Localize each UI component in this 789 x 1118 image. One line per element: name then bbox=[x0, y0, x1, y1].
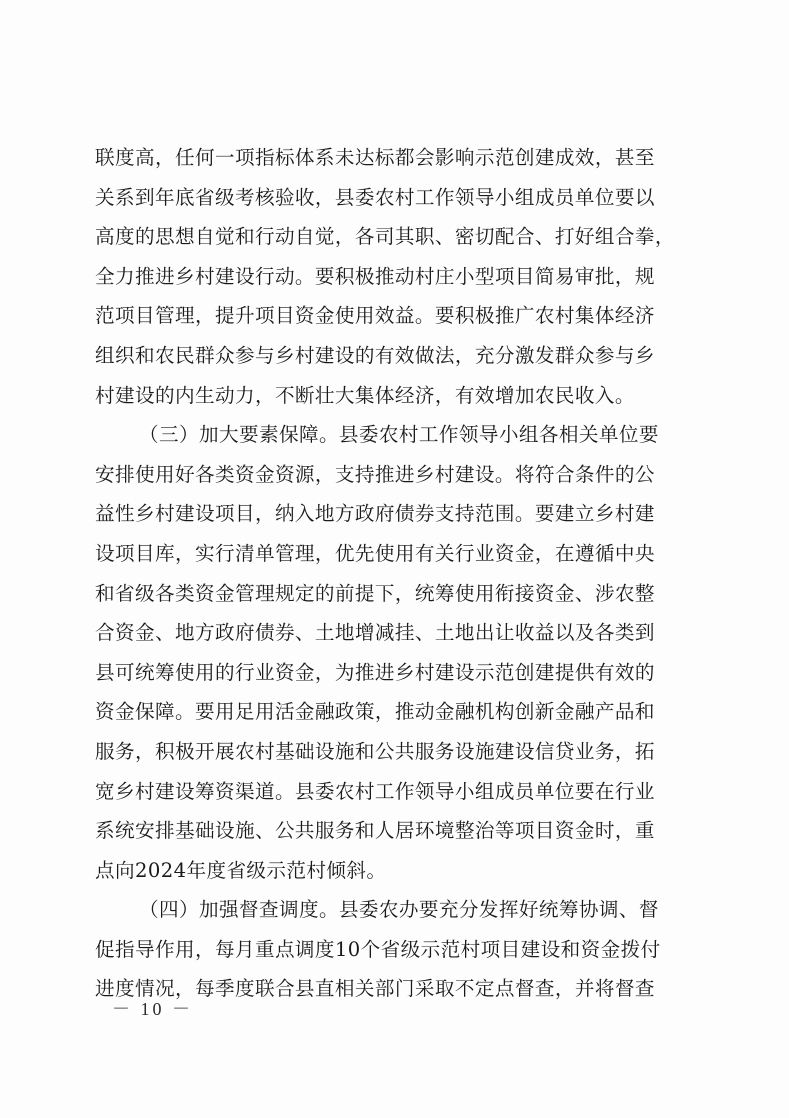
text-line: 系统安排基础设施、公共服务和人居环境整治等项目资金时，重 bbox=[95, 819, 655, 843]
text-line: 设项目库，实行清单管理，优先使用有关行业资金，在遵循中央 bbox=[95, 541, 655, 565]
text-line: 全力推进乡村建设行动。要积极推动村庄小型项目简易审批，规 bbox=[95, 264, 655, 288]
text-line: 服务，积极开展农村基础设施和公共服务设施建设信贷业务，拓 bbox=[95, 739, 655, 763]
text-line: 宽乡村建设筹资渠道。县委农村工作领导小组成员单位要在行业 bbox=[95, 779, 655, 803]
text-line: 组织和农民群众参与乡村建设的有效做法，充分激发群众参与乡 bbox=[95, 343, 655, 367]
text-line: 村建设的内生动力，不断壮大集体经济，有效增加农民收入。 bbox=[95, 383, 635, 407]
text-line: 安排使用好各类资金资源，支持推进乡村建设。将符合条件的公 bbox=[95, 462, 655, 486]
text-line: 资金保障。要用足用活金融政策，推动金融机构创新金融产品和 bbox=[95, 700, 655, 724]
section-heading-line: （三）加大要素保障。县委农村工作领导小组各相关单位要 bbox=[139, 423, 659, 447]
section-heading-line: （四）加强督查调度。县委农办要充分发挥好统筹协调、督 bbox=[139, 898, 659, 922]
page-number: － 10 － bbox=[112, 999, 193, 1019]
text-line: 促指导作用，每月重点调度10个省级示范村项目建设和资金拨付 bbox=[95, 937, 661, 961]
text-line: 范项目管理，提升项目资金使用效益。要积极推广农村集体经济 bbox=[95, 304, 655, 328]
text-line: 点向2024年度省级示范村倾斜。 bbox=[95, 858, 387, 882]
text-line: 和省级各类资金管理规定的前提下，统筹使用衔接资金、涉农整 bbox=[95, 581, 655, 605]
body-text bbox=[95, 138, 695, 1009]
text-line: 县可统筹使用的行业资金，为推进乡村建设示范创建提供有效的 bbox=[95, 660, 655, 684]
text-line: 关系到年底省级考核验收，县委农村工作领导小组成员单位要以 bbox=[95, 185, 655, 209]
text-line: 联度高，任何一项指标体系未达标都会影响示范创建成效，甚至 bbox=[95, 146, 655, 169]
text-line: 益性乡村建设项目，纳入地方政府债券支持范围。要建立乡村建 bbox=[95, 502, 655, 526]
text-line: 高度的思想自觉和行动自觉，各司其职、密切配合、打好组合拳， bbox=[95, 225, 675, 249]
text-line: 进度情况，每季度联合县直相关部门采取不定点督查，并将督查 bbox=[95, 977, 655, 1001]
text-line: 合资金、地方政府债券、土地增减挂、土地出让收益以及各类到 bbox=[95, 621, 655, 645]
